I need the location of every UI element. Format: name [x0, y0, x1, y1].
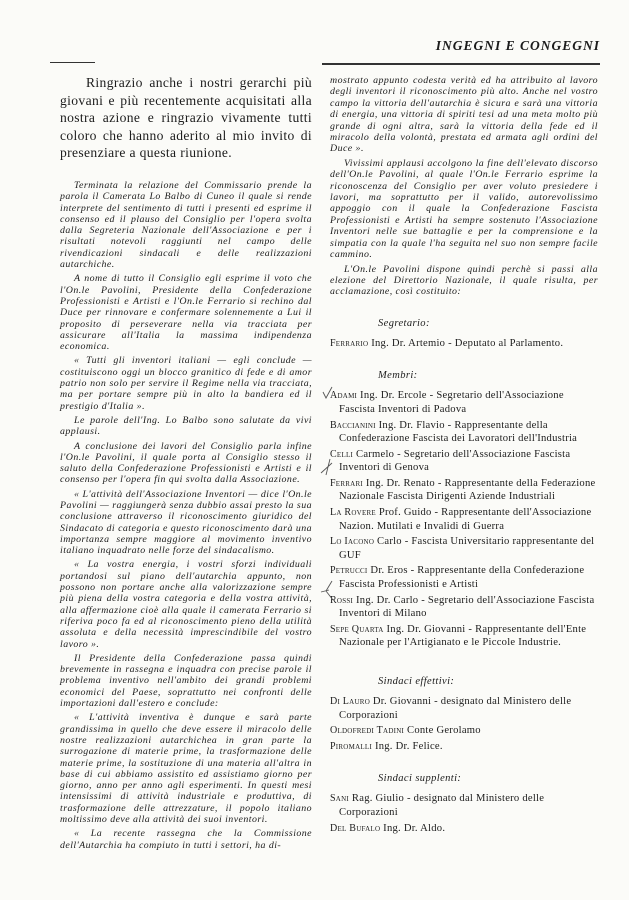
entry-surname: Oldofredi Tadini: [330, 725, 405, 737]
entry-surname: Celli: [330, 448, 354, 460]
paragraph: Le parole dell'Ing. Lo Balbo sono salutate da vivi applausi.: [60, 414, 312, 438]
entry-surname: Baccianini: [330, 419, 376, 431]
entry-detail: Carlo - Fascista Universitario rappresentante del GUF: [339, 536, 595, 561]
list-entry: [330, 740, 598, 754]
paragraph: L'On.le Pavolini dispone quindi perchè si passi alla elezione del Direttorio Nazionale, il quale risulta, per acclamazione, così costituito:: [330, 263, 598, 298]
left-column: [60, 74, 312, 854]
list-entry: [330, 535, 598, 562]
entry-surname: Del Bufalo: [330, 822, 381, 834]
entry-surname: Ferrari: [330, 477, 363, 489]
paragraph: Il Presidente della Confederazione passa quindi brevemente in rassegna e inquadra con precise parole il problema inventivo nell'ambito dei grandi problemi economici del Paese, soprattutto nei confronti delle importazioni dall'estero e conclude:: [60, 652, 312, 710]
section-heading-segretario: Segretario:: [378, 317, 430, 329]
entry-surname: Ferrario: [330, 337, 369, 349]
entry-surname: Adami: [330, 390, 358, 402]
entry-surname: Petrucci: [330, 565, 368, 577]
paragraph: « L'attività inventiva è dunque e sarà parte grandissima in quello che deve essere il miracolo delle nostre realizzazioni autarchichea in gran parte la surrogazione di materie prime, la trasformazione delle materie prime, la sostituzione di una materia all'altra in base di cui abbiamo assistito ed assistiamo giorno per giorno, anno per anno agli esperimenti. In questi mesi intensissimi di attività industriale e produttiva, di trasformazione delle attrezzature, il popolo italiano moltissimo deve alla attività dei suoi inventori.: [60, 712, 312, 825]
paragraph: « Tutti gli inventori italiani — egli conclude — costituiscono oggi un blocco granitico di fede e di amor patrio non solo per servire il Regime nella via tracciata, ma per portare sempre più in alto la bandiera ed il prestigio d'Italia ».: [60, 355, 312, 412]
list-entry: [330, 594, 598, 621]
top-left-rule: [50, 62, 95, 63]
entry-detail: Conte Gerolamo: [407, 725, 481, 737]
entry-surname: Piromalli: [330, 740, 373, 752]
entry-detail: Ing. Dr. Flavio - Rappresentante della Confederazione Fascista dei Lavoratori dell'Industria: [339, 419, 578, 445]
entry-detail: Ing. Dr. Artemio - Deputato al Parlamento.: [371, 337, 564, 349]
section-heading-membri: Membri:: [378, 370, 418, 382]
paragraph: A nome di tutto il Consiglio egli esprime il voto che l'On.le Pavolini, Presidente della Confederazione Professionisti e Artisti e l'On.le Ferrario si rechino dal Duce per rinnovare e confermare solennemente a Lui il proposito di perseverare nella via tracciata per assicurare all'Italia la massima indipendenza economica.: [60, 273, 312, 353]
entry-detail: Ing. Dr. Giovanni - Rappresentante dell'Ente Nazionale per l'Artigianato e le Piccole Industrie.: [339, 623, 587, 649]
paragraph: A conclusione dei lavori del Consiglio parla infine l'On.le Pavolini, il quale porta al Consiglio stesso il saluto della Confederazione Professionisti e Artisti e il consenso per l'opera fin qui svolta dalla Associazione.: [60, 440, 312, 486]
list-entry: [330, 419, 598, 446]
entry-detail: Dr. Giovanni - designato dal Ministero delle Corporazioni: [339, 696, 572, 721]
entry-detail: Carmelo - Segretario dell'Associazione Fascista Inventori di Genova: [339, 448, 571, 474]
entry-surname: Di Lauro: [330, 696, 370, 707]
list-entry: [330, 724, 598, 738]
entry-surname: Lo Iacono: [330, 536, 375, 548]
entry-detail: Ing. Dr. Carlo - Segretario dell'Associazione Fascista Inventori di Milano: [339, 594, 595, 620]
entry-surname: Sani: [330, 793, 350, 805]
running-header: INGEGNI E CONGEGNI: [435, 38, 600, 53]
list-entry: [330, 448, 598, 475]
section-heading-sindaci-effettivi: Sindaci effettivi:: [378, 676, 455, 687]
list-entry: [330, 564, 598, 591]
list-entry: [330, 623, 598, 650]
entry-surname: La Rovere: [330, 507, 376, 519]
list-entry: [330, 477, 598, 504]
paragraph: « L'attività dell'Associazione Inventori — dice l'On.le Pavolini — raggiungerà senza dubbio assai presto la sua conclusione attraverso il riconoscimento giuridico del Sindacato di categoria e questo riconoscimento darà una importanza sempre maggiore al movimento inventivo italiano inquadrato nelle forze del sindacalismo.: [60, 488, 312, 557]
entry-detail: Prof. Guido - Rappresentante dell'Associazione Nazion. Mutilati e Invalidi di Guerra: [339, 507, 592, 532]
right-column: [330, 75, 598, 837]
list-entry: [330, 506, 598, 533]
paragraph: Vivissimi applausi accolgono la fine dell'elevato discorso dell'On.le Pavolini, al quale l'On.le Ferrario esprime la riconoscenza del Consiglio per aver voluto presiedere i lavori, ma soprattutto per il valido, autorevolissimo appoggio con il quale la Confederazione Fascista Professionisti e Artisti ha sempre sostenuto l'Associazione Inventori nelle sue battaglie e per la comprensione e la simpatia con la quale l'ha seguita nel suo non sempre facile cammino.: [330, 157, 598, 261]
list-entry: [330, 389, 598, 416]
list-entry: [330, 695, 598, 722]
entry-detail: Dr. Eros - Rappresentante della Confederazione Fascista Professionisti e Artisti: [339, 565, 585, 591]
entry-surname: Rossi: [330, 594, 354, 606]
paragraph: Terminata la relazione del Commissario prende la parola il Camerata Lo Balbo di Cuneo il quale si rende interprete del sentimento di tutti i presenti ed esprime il consenso ed il plauso del Consiglio per l'opera svolta dalla Segreteria Nazionale dell'Associazione e per i risultati notevoli raggiunti nel campo delle rivendicazioni sindacali e delle realizzazioni autarchiche.: [60, 179, 312, 271]
pencil-cross-mark-icon: [320, 580, 334, 602]
list-entry: [330, 822, 598, 836]
paragraph: « La vostra energia, i vostri sforzi individuali portandosi sul piano dell'autarchia appunto, non possono non portare anche alla valorizzazione sempre più piena della vostra categoria e della vostra attività, alla affermazione cioè alla quale il camerata Ferrario si riferiva poco fa ed al riconoscimento pieno della utilità assoluta e della necessità imprescindibile del vostro lavoro ».: [60, 559, 312, 650]
section-heading-sindaci-supplenti: Sindaci supplenti:: [378, 773, 462, 785]
entry-surname: Sepe Quarta: [330, 623, 384, 635]
pencil-cross-mark-icon: [320, 458, 334, 476]
paragraph: mostrato appunto codesta verità ed ha attribuito al lavoro degli inventori il riconoscimento più alto. Anche nel vostro campo la vittoria dell'autarchia è sicura e sarà una vittoria di energia, una vittoria di spiriti tesi ad una meta molto più grande di ogni altra, sarà la vittoria della fede ed il miracolo della volontà, prestata ed armata agli ordini del Duce ».: [330, 75, 598, 155]
entry-detail: Rag. Giulio - designato dal Ministero delle Corporazioni: [339, 793, 545, 818]
entry-detail: Ing. Dr. Felice.: [374, 740, 443, 752]
entry-detail: Ing. Dr. Ercole - Segretario dell'Associazione Fascista Inventori di Padova: [339, 390, 564, 415]
header-rule: [322, 63, 600, 65]
pencil-check-mark-icon: [322, 386, 334, 400]
paragraph: « La recente rassegna che la Commissione dell'Autarchia ha compiuto in tutti i settori, ha di-: [60, 828, 312, 851]
list-entry: [330, 792, 598, 819]
list-entry: [330, 337, 598, 351]
intro-paragraph: Ringrazio anche i nostri gerarchi più giovani e più recentemente acquisitati alla nostra azione e ringrazio vivamente tutti coloro che hanno aderito al mio invito di presenziare a questa riunione.: [60, 75, 312, 161]
entry-detail: Ing. Dr. Aldo.: [383, 822, 446, 834]
entry-detail: Ing. Dr. Renato - Rappresentante della Federazione Nazionale Fascista Dirigenti Aziende Industriali: [339, 477, 596, 503]
